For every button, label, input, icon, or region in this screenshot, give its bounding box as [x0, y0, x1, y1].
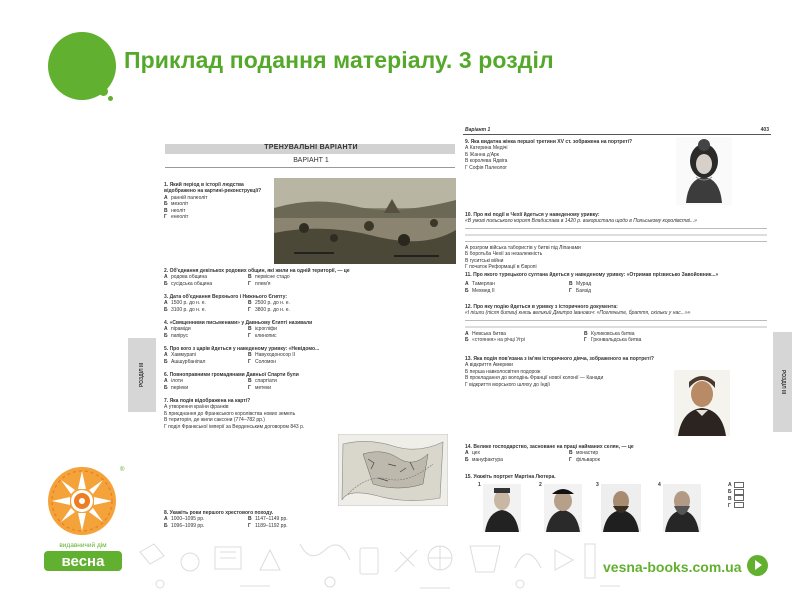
question-7: 7. Яка подія відображена на карті? А утворення країни франків Б приєднання до Франкського королівства нових земель В територія, де жили саксони (774–782 рр.) Г поділ Франкської імперії за Верденським договором 843 р. — [164, 398, 305, 430]
play-next-button[interactable] — [747, 555, 768, 576]
question-12: 12. Про яку подію йдеться в уривку з історичного документа: «І пішли (після битви) князь великий Дмитро Іванович: «Погляньте, браття, скільки у нас...»» А Невська битва В Куликовська битва Б «стояння» на річці Угрі Г Грюнвальдська битва — [465, 304, 767, 344]
question-14: 14. Велике господарство, засноване на праці найманих селян, — це А цех В монастир Б мануфактура Г фільварок — [465, 444, 634, 463]
question-8: 8. Укажіть роки першого хрестового походу. А 1000–1095 рр. В 1147–1149 рр. Б 1096–1099 рр. Г 1189–1192 рр. — [164, 510, 288, 529]
green-dot-decoration-small — [108, 96, 113, 101]
question-9: 9. Яка видатна жінка першої третини XV ст. зображена на портреті? А Катерина Медічі Б Жанна д'Арк В королева Ядвіга Г Софія Палеолог — [465, 139, 633, 171]
portrait-4-image — [663, 484, 701, 532]
publisher-name: весна — [61, 553, 105, 570]
portrait-1-image — [483, 484, 521, 532]
question-10: 10. Про які події в Чехії йдеться у наведеному уривку: «В умові польського короля Владислава в 1420 р. використала щодо в Польському королівстві...» А розгром війська табористів у битві під Ліпанами Б боротьба Чехії за незалежність В гуситські війни Г початок Реформації в Європі — [465, 212, 767, 270]
right-textbook-page — [463, 124, 771, 537]
section-tab-label: РОЗДІЛ III — [139, 362, 145, 388]
section-tab-label: РОЗДІЛ III — [779, 369, 786, 395]
question-15: 15. Укажіть портрет Мартіна Лютера. — [465, 474, 556, 480]
publisher-small-text: видавничий дім — [59, 542, 107, 549]
registered-mark: ® — [120, 467, 125, 473]
slide-title: Приклад подання матеріалу. 3 розділ — [124, 47, 554, 73]
question-2: 2. Об'єднання декількох родових общин, які жили на одній території, — це А родова община В первісне стадо Б сусідська община Г плем'я — [164, 268, 350, 287]
portrait-2-image — [544, 484, 582, 532]
question-1: 1. Який період в історії людства відображено на картині-реконструкції? А ранній палеоліт Б мезоліт В неоліт Г енеоліт — [164, 182, 262, 221]
page-header-label: Варіант 1 — [465, 127, 491, 133]
footer-url-link[interactable]: vesna-books.com.ua — [603, 559, 742, 575]
historical-map-image — [338, 434, 448, 506]
portrait-label-2: 2 — [539, 482, 542, 488]
portrait-3-image — [601, 484, 641, 532]
question-11: 11. Про якого турецького султана йдеться у наведеному уривку: «Отримав прізвисько Завойовник...» А Тамерлан В Мурад Б Мехмед II Г Баязід — [465, 272, 719, 294]
answer-matching-grid: А Б В Г — [728, 482, 744, 509]
portrait-label-1: 1 — [478, 482, 481, 488]
question-13: 13. Яка подія пов'язана з ім'ям історичного діяча, зображеного на портреті? А відкриття Америки Б перша навколосвітня подорож В прокладання до володінь Франції нової колонії — Канади Г відкриття морського шляху до Індії — [465, 356, 654, 388]
question-5: 5. Про кого з царів йдеться у наведеному уривку: «Невідомо... А Хаммурапі В Навуходоносор II Б Ашшурбаніпал Г Соломон — [164, 346, 320, 365]
header-divider — [463, 134, 771, 135]
page-header: ТРЕНУВАЛЬНІ ВАРІАНТИ — [264, 144, 358, 151]
green-dot-decoration — [99, 87, 108, 96]
right-section-tab — [773, 332, 792, 432]
question-3: 3. Дата об'єднання Верхнього і Нижнього Єгипту: А 1500 р. до н. е. В 2500 р. до н. е. Б 3100 р. до н. е. Г 3800 р. до н. е. — [164, 294, 290, 313]
portrait-label-3: 3 — [596, 482, 599, 488]
question-6: 6. Повноправними громадянами Давньої Спарти були А ілоти В спартіати Б періеки Г метеки — [164, 372, 299, 391]
page-number: 403 — [760, 127, 769, 133]
quote-lines-placeholder — [465, 226, 767, 244]
divider — [165, 167, 455, 168]
variant-title: ВАРІАНТ 1 — [293, 157, 329, 164]
left-textbook-page — [160, 134, 462, 539]
left-section-tab — [128, 338, 156, 412]
publisher-logo — [40, 463, 126, 593]
explorer-portrait-image — [674, 370, 730, 436]
prehistoric-scene-image — [274, 178, 456, 264]
quote-lines-placeholder — [465, 318, 767, 330]
question-4: 4. «Священними письменами» у Давньому Єгипті називали А піраміди В ієрогліфи Б папірус Г клинопис — [164, 320, 313, 339]
woman-portrait-image — [676, 137, 732, 205]
portrait-label-4: 4 — [658, 482, 661, 488]
